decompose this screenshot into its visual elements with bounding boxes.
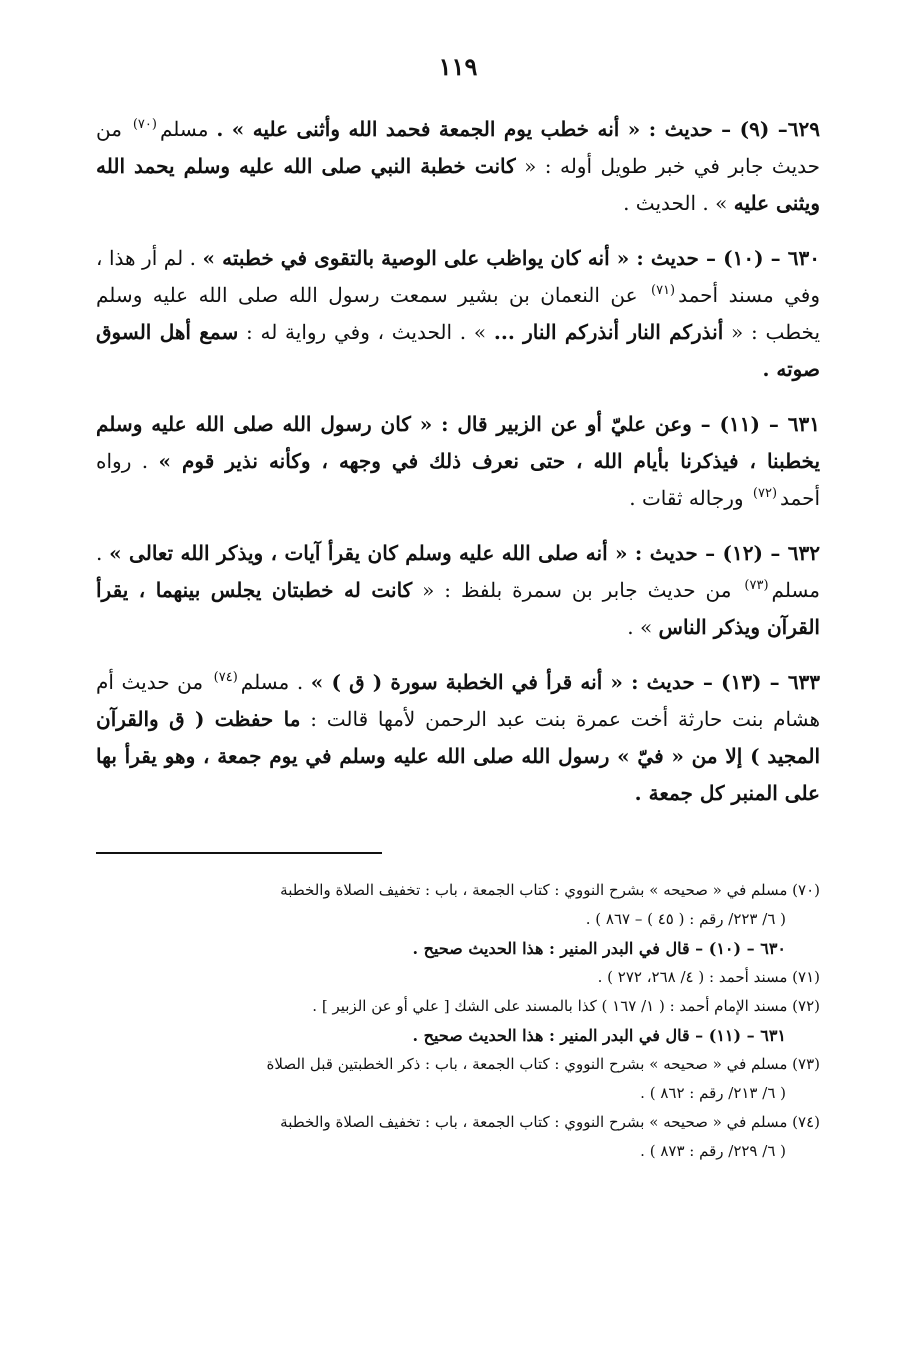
hadith-text: . مسلم [240,670,304,694]
footnote-line: ( ٦/ ٢٢٩/ رقم : ٨٧٣ ) . [640,1142,786,1160]
hadith-text: عن النعمان بن بشير سمعت رسول الله صلى الله عليه وسلم يخطب : « [96,283,821,344]
footnote-line: (٧٢) مسند الإمام أحمد : ( ١/ ١٦٧ ) كذا بالمسند على الشك [ علي أو عن الزبير ] . [312,997,820,1015]
footnote-74 [96,1108,820,1166]
hadith-quote: كانت له خطبتان يجلس بينهما ، يقرأ القرآن ويذكر الناس [96,578,820,639]
hadith-heading: ٦٣٣ – (١٣) – حديث : « أنه قرأ في الخطبة سورة ( ق ) » [310,670,821,694]
footnote-line: (٧٠) مسلم في « صحيحه » بشرح النووي : كتاب الجمعة ، باب : تخفيف الصلاة والخطبة [280,881,820,899]
footnote-line: (٧١) مسند أحمد : ( ٤/ ٢٦٨، ٢٧٢ ) . [597,968,820,986]
hadith-text: من حديث جابر بن سمرة بلفظ : « [422,578,732,602]
hadith-text: من حديث جابر في خبر طويل أوله : « [96,117,820,178]
footnote-note-630: ٦٣٠ – (١٠) – قال في البدر المنير : هذا الحديث صحيح . [412,939,786,958]
footnote-line: ( ٦/ ٢١٣/ رقم : ٨٦٢ ) . [640,1084,786,1102]
hadith-text: » . الحديث . [623,191,728,215]
hadith-quote: كانت خطبة النبي صلى الله عليه وسلم يحمد الله ويثنى عليه [96,154,820,215]
footnote-70 [96,876,820,934]
footnote-ref: (٧٢) [752,486,778,502]
footnote-line: (٧٣) مسلم في « صحيحه » بشرح النووي : كتاب الجمعة ، باب : ذكر الخطبتين قبل الصلاة [266,1055,820,1073]
hadith-text: ورجاله ثقات . [629,486,744,510]
hadith-text: من حديث أم هشام بنت حارثة أخت عمرة بنت عبد الرحمن لأمها قالت : [96,670,821,731]
hadith-630 [96,240,820,388]
hadith-text: » . الحديث ، وفي رواية له : [246,320,487,344]
footnote-ref: (٧٤) [213,670,238,686]
hadith-quote: سمع أهل السوق صوته . [96,320,820,381]
hadith-text: مسلم [159,117,209,141]
hadith-631 [96,406,820,517]
hadith-632 [96,535,820,646]
hadith-quote: أنذركم النار أنذركم النار ... [493,320,724,344]
hadith-text: . مسلم [96,541,821,602]
footnote-71 [96,963,820,992]
hadith-quote: ما حفظت ( ق والقرآن المجيد ) إلا من « فيّ » رسول الله صلى الله عليه وسلم في يوم جمعة ، وهو يقرأ بها على المنبر كل جمعة . [96,707,820,805]
hadith-text: . رواه أحمد [96,449,820,510]
footnote-note-631: ٦٣١ – (١١) – قال في البدر المنير : هذا الحديث صحيح . [412,1026,786,1045]
footnote-ref: (٧٠) [132,117,157,133]
footnote-line: ( ٦/ ٢٢٣/ رقم : ( ٤٥ ) – ٨٦٧ ) . [585,910,786,928]
hadith-heading: ٦٣٠ – (١٠) – حديث : « أنه كان يواظب على الوصية بالتقوى في خطبته » [202,246,820,270]
hadith-heading: ٦٣١ – (١١) – وعن عليّ أو عن الزبير قال : « كان رسول الله صلى الله عليه وسلم يخطبنا ، فيذكرنا بأيام الله ، حتى نعرف ذلك في وجهه ، وكأنه نذير قوم » [96,412,821,473]
hadith-text: . لم أر هذا ، وفي مسند أحمد [96,246,821,307]
hadith-629 [96,111,820,222]
footnote-line: (٧٤) مسلم في « صحيحه » بشرح النووي : كتاب الجمعة ، باب : تخفيف الصلاة والخطبة [280,1113,820,1131]
footnote-ref: (٧٣) [744,578,769,594]
separator-line [96,852,382,854]
hadith-heading: ٦٢٩– (٩) – حديث : « أنه خطب يوم الجمعة فحمد الله وأثنى عليه » . [216,117,821,141]
footnote-ref: (٧١) [651,283,676,299]
footnote-72 [96,992,820,1021]
footnote-separator [96,852,820,854]
footnote-73 [96,1050,820,1108]
hadith-text: » . [627,615,653,639]
hadith-633 [96,664,820,812]
page-number: ١١٩ [438,52,478,81]
hadith-heading: ٦٣٢ – (١٢) – حديث : « أنه صلى الله عليه وسلم كان يقرأ آيات ، ويذكر الله تعالى » [109,541,821,565]
footnotes [96,876,820,1166]
